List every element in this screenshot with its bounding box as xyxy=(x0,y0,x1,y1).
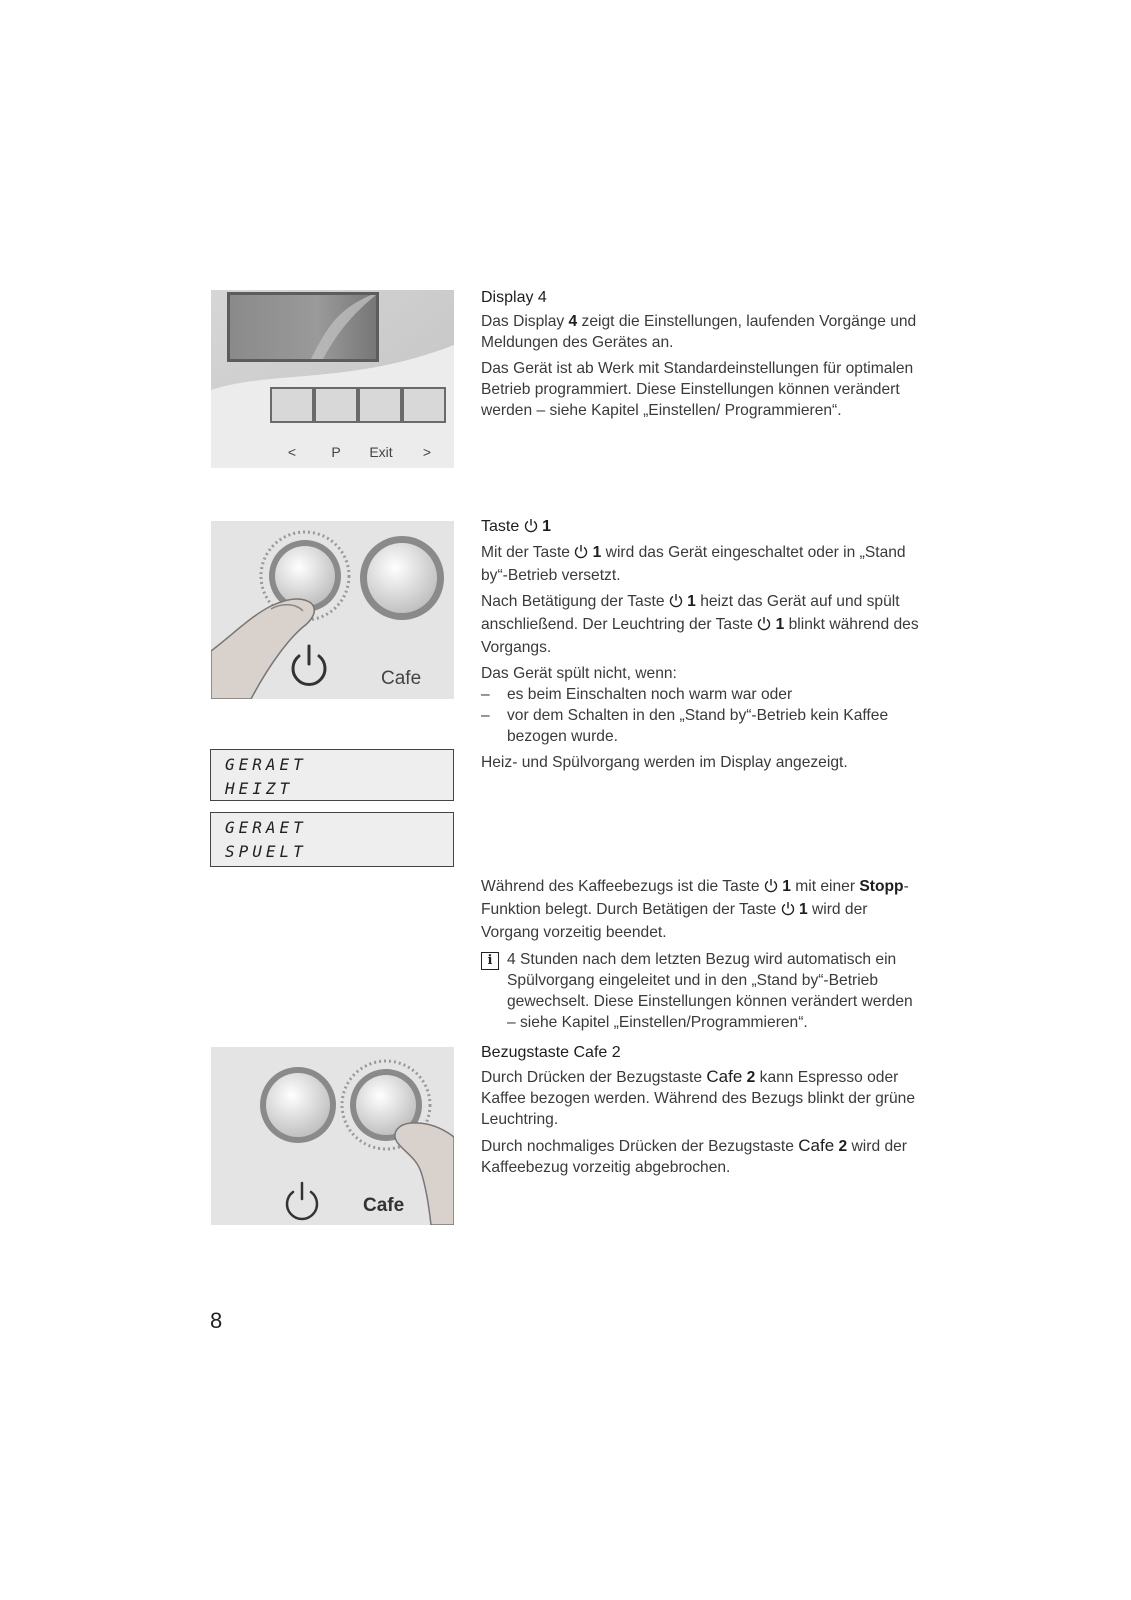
info-icon: i xyxy=(481,952,499,970)
power-icon xyxy=(524,518,538,539)
paragraph: Nach Betätigung der Taste 1 heizt das Gerät auf und spült anschließend. Der Leuchtring der Taste 1 blinkt während des Vorgangs. xyxy=(481,593,919,656)
paragraph: Mit der Taste 1 wird das Gerät eingeschaltet oder in „Stand by“-Betrieb versetzt. xyxy=(481,544,906,584)
section-stopp xyxy=(481,876,921,1041)
paragraph: Heiz- und Spülvorgang werden im Display angezeigt. xyxy=(481,754,848,771)
lcd-line: GERAET xyxy=(225,755,307,774)
info-text: 4 Stunden nach dem letzten Bezug wird automatisch ein Spülvorgang eingeleitet und in den „Stand by“-Betrieb gewechselt. Diese Einstellungen können verändert werden – siehe Kapitel „Einstellen/Programmieren“. xyxy=(507,951,913,1031)
section-display xyxy=(481,287,921,426)
photo-cafe-label: Cafe xyxy=(381,668,422,689)
power-icon xyxy=(764,878,778,899)
paragraph: Das Gerät spült nicht, wenn: xyxy=(481,665,677,682)
lcd-line: GERAET xyxy=(225,818,307,837)
paragraph: Durch nochmaliges Drücken der Bezugstaste Cafe 2 wird der Kaffeebezug vorzeitig abgebrochen. xyxy=(481,1136,907,1176)
lcd-screen-heizt xyxy=(210,749,454,801)
power-icon xyxy=(669,593,683,614)
paragraph: Das Display 4 zeigt die Einstellungen, laufenden Vorgänge und Meldungen des Gerätes an. xyxy=(481,313,917,351)
panel-label-exit: Exit xyxy=(369,444,393,460)
panel-label-right: > xyxy=(422,444,432,460)
cafe-button-photo xyxy=(211,1047,454,1225)
photo-cafe-label-bold: Cafe xyxy=(363,1195,405,1216)
power-icon xyxy=(781,901,795,922)
info-note xyxy=(481,949,921,1033)
display-panel-photo xyxy=(211,290,454,468)
power-icon xyxy=(757,616,771,637)
lcd-line: HEIZT xyxy=(225,779,294,798)
power-icon xyxy=(574,544,588,565)
page-number: 8 xyxy=(210,1308,223,1333)
panel-label-left: < xyxy=(287,444,297,460)
section-cafe xyxy=(481,1042,921,1183)
paragraph: Während des Kaffeebezugs ist die Taste 1 mit einer Stopp-Funktion belegt. Durch Betätigen der Taste 1 wird der Vorgang vorzeitig beendet. xyxy=(481,878,909,941)
power-button-photo xyxy=(211,521,454,699)
section-title: Display 4 xyxy=(481,289,547,306)
section-title: Bezugstaste Cafe 2 xyxy=(481,1044,621,1061)
paragraph: Durch Drücken der Bezugstaste Cafe 2 kann Espresso oder Kaffee bezogen werden. Während des Bezugs blinkt der grüne Leuchtring. xyxy=(481,1067,916,1128)
lcd-screen-spuelt xyxy=(210,812,454,867)
list-item: – es beim Einschalten noch warm war oder xyxy=(481,686,793,703)
lcd-line: SPUELT xyxy=(225,842,307,861)
panel-label-p: P xyxy=(331,444,341,460)
list-item: – vor dem Schalten in den „Stand by“-Betrieb kein Kaffee bezogen wurde. xyxy=(481,707,889,745)
section-taste xyxy=(481,516,921,778)
paragraph: Das Gerät ist ab Werk mit Standardeinstellungen für optimalen Betrieb programmiert. Diese Einstellungen können verändert werden – siehe Kapitel „Einstellen/ Programmieren“. xyxy=(481,360,914,419)
section-title: Taste 1 xyxy=(481,516,921,539)
